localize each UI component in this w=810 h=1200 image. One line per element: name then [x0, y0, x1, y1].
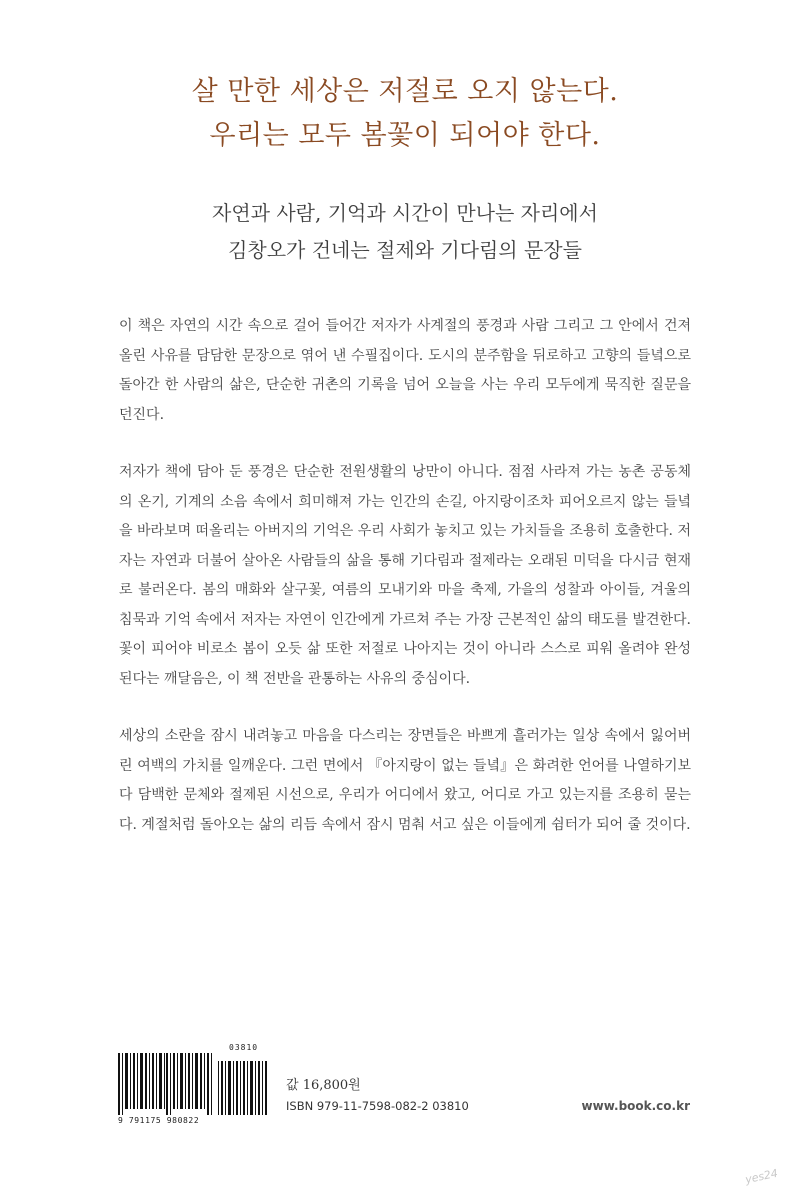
- barcode-addon-digits: 03810: [229, 1043, 259, 1052]
- source-watermark: yes24: [744, 1166, 780, 1187]
- isbn-label: ISBN 979-11-7598-082-2 03810: [286, 1099, 469, 1113]
- headline-line-2: 우리는 모두 봄꽃이 되어야 한다.: [209, 120, 601, 151]
- headline: [0, 70, 810, 158]
- subheadline-line-2: 김창오가 건네는 절제와 기다림의 문장들: [228, 238, 582, 262]
- description-paragraph-1: 이 책은 자연의 시간 속으로 걸어 들어간 저자가 사계절의 풍경과 사람 그리고 그 안에서 건져 올린 사유를 담담한 문장으로 엮어 낸 수필집이다. 도시의 분주함을 뒤로하고 고향의 들녘으로 돌아간 한 사람의 삶은, 단순한 귀촌의 기록을 넘어 오늘을 사는 우리 모두에게 묵직한 질문을 던진다.: [119, 318, 691, 423]
- subheadline: [0, 195, 810, 269]
- barcode-digits: 9 791175 980822: [118, 1116, 200, 1125]
- barcode-bars-icon: [118, 1053, 268, 1115]
- publisher-website: www.book.co.kr: [581, 1099, 690, 1113]
- price-label: 값 16,800원: [286, 1078, 361, 1093]
- description-paragraph-2: 저자가 책에 담아 둔 풍경은 단순한 전원생활의 낭만이 아니다. 점점 사라져 가는 농촌 공동체의 온기, 기계의 소음 속에서 희미해져 가는 인간의 손길, 아지랑이조차 피어오르지 않는 들녘을 바라보며 떠올리는 아버지의 기억은 우리 사회가 놓치고 있는 가치들을 조용히 호출한다. 저자는 자연과 더불어 살아온 사람들의 삶을 통해 기다림과 절제라는 오래된 미덕을 다시금 현재로 불러온다. 봄의 매화와 살구꽃, 여름의 모내기와 마을 축제, 가을의 성찰과 아이들, 겨울의 침묵과 기억 속에서 저자는 자연이 인간에게 가르쳐 주는 가장 근본적인 삶의 태도를 발견한다. 꽃이 피어야 비로소 봄이 오듯 삶 또한 저절로 나아지는 것이 아니라 스스로 피워 올려야 완성된다는 깨달음은, 이 책 전반을 관통하는 사유의 중심이다.: [119, 464, 691, 687]
- description-paragraph-3: 세상의 소란을 잠시 내려놓고 마음을 다스리는 장면들은 바쁘게 흘러가는 일상 속에서 잃어버린 여백의 가치를 일깨운다. 그런 면에서 『아지랑이 없는 들녘』은 화려한 언어를 나열하기보다 담백한 문체와 절제된 시선으로, 우리가 어디에서 왔고, 어디로 가고 있는지를 조용히 묻는다. 계절처럼 돌아오는 삶의 리듬 속에서 잠시 멈춰 서고 싶은 이들에게 쉼터가 되어 줄 것이다.: [119, 728, 691, 833]
- book-description: [119, 312, 691, 868]
- subheadline-line-1: 자연과 사람, 기억과 시간이 만나는 자리에서: [212, 201, 598, 225]
- isbn-barcode: [118, 1043, 268, 1127]
- headline-line-1: 살 만한 세상은 저절로 오지 않는다.: [191, 76, 619, 107]
